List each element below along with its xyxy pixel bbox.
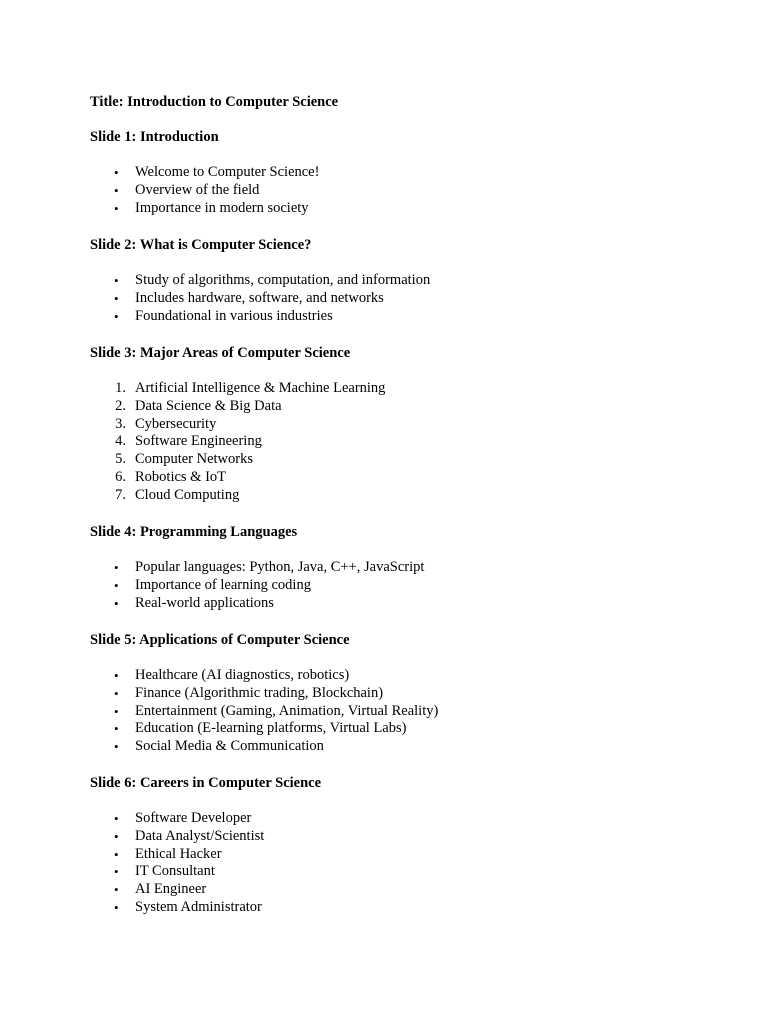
bullet-icon: •	[114, 560, 119, 575]
section-heading-slide-6: Slide 6: Careers in Computer Science	[90, 775, 322, 791]
bullet-icon: •	[114, 811, 119, 826]
bullet-icon: •	[114, 308, 119, 324]
bullet-icon: •	[114, 864, 119, 880]
list-number: 4.	[115, 433, 126, 450]
bullet-icon: •	[114, 882, 119, 898]
bullet-icon: •	[114, 200, 119, 216]
bullet-icon: •	[114, 846, 119, 862]
section-heading-slide-2: Slide 2: What is Computer Science?	[90, 237, 312, 253]
document-title: Title: Introduction to Computer Science	[90, 94, 339, 110]
list-number: 2.	[115, 397, 126, 414]
bullet-icon: •	[114, 273, 119, 288]
bullet-icon: •	[114, 577, 119, 593]
bullet-icon: •	[114, 721, 119, 737]
bullet-icon: •	[114, 290, 119, 306]
section-heading-slide-3: Slide 3: Major Areas of Computer Science	[90, 345, 351, 361]
bullet-icon: •	[114, 595, 119, 611]
section-heading-slide-4: Slide 4: Programming Languages	[90, 524, 298, 540]
bullet-icon: •	[114, 668, 119, 683]
bullet-icon: •	[114, 685, 119, 701]
bullet-icon: •	[114, 703, 119, 719]
section-heading-slide-5: Slide 5: Applications of Computer Science	[90, 632, 350, 648]
section-heading-slide-1: Slide 1: Introduction	[90, 129, 219, 145]
bullet-icon: •	[114, 828, 119, 844]
list-number: 5.	[115, 451, 126, 468]
bullet-icon: •	[114, 899, 119, 915]
bullet-icon: •	[114, 739, 119, 755]
list-number: 7.	[115, 486, 126, 503]
document-page: Title: Introduction to Computer Science Slide 1: Introduction • Welcome to Computer Science! • Overview of the field • Importance in modern society Slide 2: What is Computer Science? • Study of algorithms, computation, and information • Includes hardware, software, and networks • Foundational in various industries Slide 3: Major Areas of Computer Science 1. Artificial Intelligence & Machine Learning 2. Data Science & Big Data 3. Cybersecurity 4. Software Engineering 5. Computer Networks 6. Robotics & IoT 7. Cloud Computing Slide 4: Programming Languages • Popular languages: Python, Java, C++, JavaScript • Importance of learning coding • Real-world applications Slide 5: Applications of Computer Science • Healthcare (AI diagnostics, robotics) • Finance (Algorithmic trading, Blockchain) • Entertainment (Gaming, Animation, Virtual Reality) • Education (E-learning platforms, Virtual Labs) • Social Media & Communication Slide 6: Careers in Computer Science • Software Developer • Data Analyst/Scientist • Ethical Hacker • IT Consultant • AI Engineer • System Administrator	[90, 94, 439, 915]
list-number: 6.	[115, 468, 126, 485]
list-number: 3.	[115, 415, 126, 432]
bullet-icon: •	[114, 182, 119, 198]
list-number: 1.	[115, 380, 126, 396]
bullet-icon: •	[114, 165, 119, 180]
